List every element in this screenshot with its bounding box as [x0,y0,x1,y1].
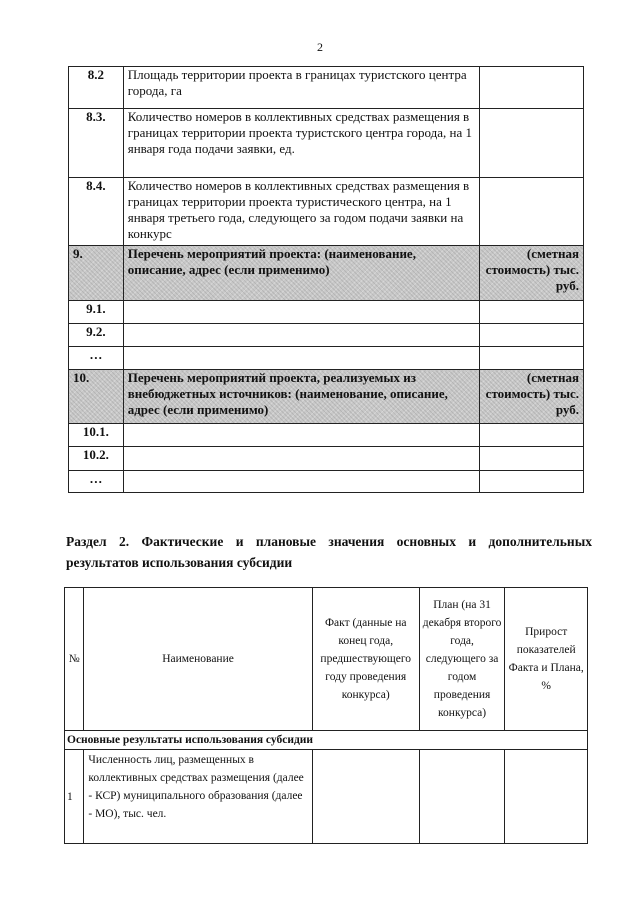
row-value [480,301,584,324]
row-text: Количество номеров в коллективных средствах размещения в границах территории проекта туристического центра, на 1 января третьего года, следующего за годом подачи заявки на конкурс [123,178,480,246]
row-value [480,67,584,109]
header-num: № [65,588,84,731]
table-row [69,471,584,493]
row-text [123,301,480,324]
table-row [69,109,584,178]
group-row [65,731,588,750]
project-indicators-table [68,66,584,493]
row-plan [419,750,505,844]
row-text [123,347,480,370]
row-value [480,347,584,370]
row-value [480,109,584,178]
row-number: 1 [65,750,84,844]
row-number: 8.4. [69,178,124,246]
table-row [69,178,584,246]
row-number: … [69,471,124,493]
row-value [480,324,584,347]
row-number: 8.2 [69,67,124,109]
row-value [480,424,584,447]
row-text: Количество номеров в коллективных средствах размещения в границах территории проекта туристского центра города, на 1 января года подачи заявки, ед. [123,109,480,178]
table-row [69,324,584,347]
header-plan: План (на 31 декабря второго года, следующего за годом проведения конкурса) [419,588,505,731]
row-number: 10.2. [69,447,124,471]
row-value: (сметная стоимость) тыс. руб. [480,246,584,301]
table-row [69,67,584,109]
header-row [65,588,588,731]
subsidy-results-table [64,587,588,844]
table-row [69,424,584,447]
row-text [123,471,480,493]
table-row [69,301,584,324]
row-value [480,471,584,493]
table-row [69,447,584,471]
row-number: 8.3. [69,109,124,178]
row-text: Площадь территории проекта в границах туристского центра города, га [123,67,480,109]
row-text: Перечень мероприятий проекта: (наименование, описание, адрес (если применимо) [123,246,480,301]
row-number: 9.1. [69,301,124,324]
header-growth: Прирост показателей Факта и Плана, % [505,588,588,731]
row-value: (сметная стоимость) тыс. руб. [480,370,584,424]
group-title: Основные результаты использования субсидии [65,731,588,750]
row-growth [505,750,588,844]
table-row-shaded [69,246,584,301]
row-text [123,447,480,471]
row-text [123,424,480,447]
row-value [480,178,584,246]
row-fact [312,750,419,844]
row-text: Перечень мероприятий проекта, реализуемых из внебюджетных источников: (наименование, описание, адрес (если применимо) [123,370,480,424]
row-number: 9. [69,246,124,301]
header-fact: Факт (данные на конец года, предшествующего году проведения конкурса) [312,588,419,731]
row-value [480,447,584,471]
row-number: 10.1. [69,424,124,447]
row-number: 9.2. [69,324,124,347]
row-name: Численность лиц, размещенных в коллективных средствах размещения (далее - КСР) муниципального образования (далее - МО), тыс. чел. [84,750,312,844]
table-row-shaded [69,370,584,424]
row-number: … [69,347,124,370]
table-row [65,750,588,844]
section-2-heading: Раздел 2. Фактические и плановые значения основных и дополнительных результатов использования субсидии [66,534,592,570]
table-row [69,347,584,370]
row-number: 10. [69,370,124,424]
page-number: 2 [317,40,323,54]
header-name: Наименование [84,588,312,731]
row-text [123,324,480,347]
